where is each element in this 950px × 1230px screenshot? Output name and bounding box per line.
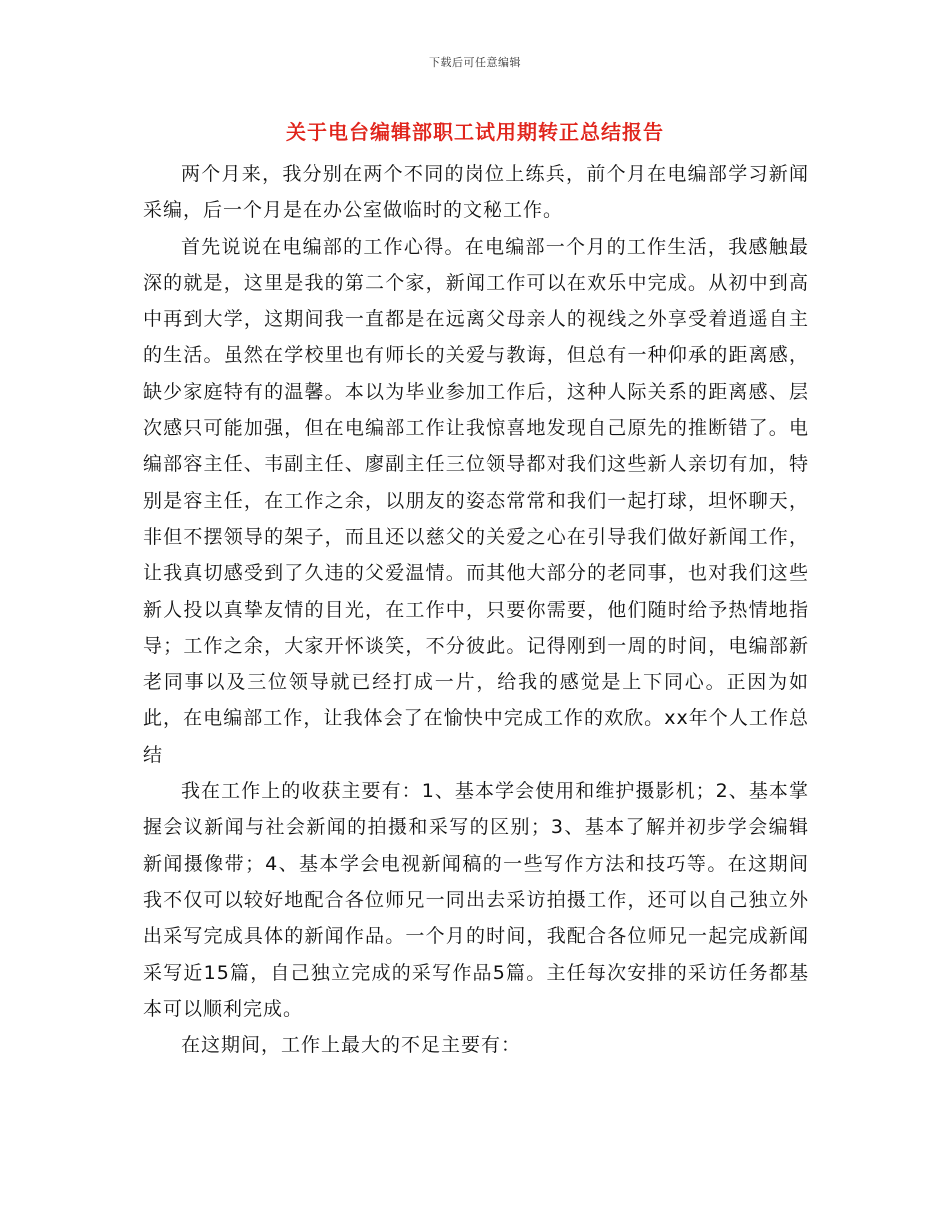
paragraph: 两个月来，我分别在两个不同的岗位上练兵，前个月在电编部学习新闻采编，后一个月是在办公室做临时的文秘工作。 bbox=[143, 163, 809, 222]
header-note: 下载后可任意编辑 bbox=[429, 56, 521, 69]
paragraph: 在这期间，工作上最大的不足主要有： bbox=[181, 1034, 522, 1057]
paragraph: 首先说说在电编部的工作心得。在电编部一个月的工作生活，我感触最深的就是，这里是我的第二个家，新闻工作可以在欢乐中完成。从初中到高中再到大学，这期间我一直都是在远离父母亲人的视线之外享受着逍遥自主的生活。虽然在学校里也有师长的关爱与教诲，但总有一种仰承的距离感，缺少家庭特有的温馨。本以为毕业参加工作后，这种人际关系的距离感、层次感只可能加强，但在电编部工作让我惊喜地发现自己原先的推断错了。电编部容主任、韦副主任、廖副主任三位领导都对我们这些新人亲切有加，特别是容主任，在工作之余，以朋友的姿态常常和我们一起打球，坦怀聊天，非但不摆领导的架子，而且还以慈父的关爱之心在引导我们做好新闻工作，让我真切感受到了久违的父爱温情。而其他大部分的老同事，也对我们这些新人投以真挚友情的目光，在工作中，只要你需要，他们随时给予热情地指导；工作之余，大家开怀谈笑，不分彼此。记得刚到一周的时间，电编部新老同事以及三位领导就已经打成一片，给我的感觉是上下同心。正因为如此，在电编部工作，让我体会了在愉快中完成工作的欢欣。xx年个人工作总结 bbox=[143, 235, 809, 766]
paragraph: 我在工作上的收获主要有：1、基本学会使用和维护摄影机；2、基本掌握会议新闻与社会新闻的拍摄和采写的区别；3、基本了解并初步学会编辑新闻摄像带；4、基本学会电视新闻稿的一些写作方法和技巧等。在这期间我不仅可以较好地配合各位师兄一同出去采访拍摄工作，还可以自己独立外出采写完成具体的新闻作品。一个月的时间，我配合各位师兄一起完成新闻采写近15篇，自己独立完成的采写作品5篇。主任每次安排的采访任务都基本可以顺利完成。 bbox=[143, 780, 809, 1020]
document-body bbox=[143, 156, 809, 1063]
document-title: 关于电台编辑部职工试用期转正总结报告 bbox=[286, 120, 664, 144]
